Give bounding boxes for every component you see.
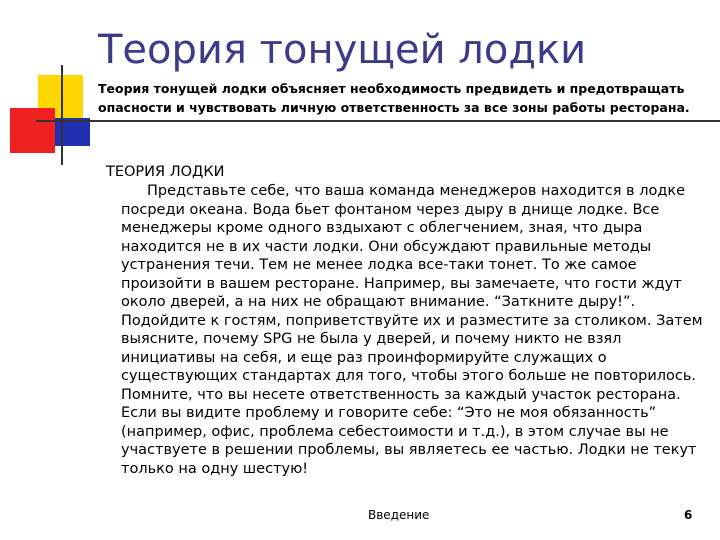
slide-title: Теория тонущей лодки bbox=[98, 27, 587, 73]
page-number: 6 bbox=[684, 508, 693, 522]
slide-subtitle: Теория тонущей лодки объясняет необходимость предвидеть и предотвращать опасности и чувствовать личную ответственность за все зоны работы ресторана. bbox=[98, 81, 690, 115]
decor-red-square bbox=[10, 108, 55, 153]
footer-label: Введение bbox=[368, 508, 430, 522]
decor-horizontal-line bbox=[36, 120, 720, 122]
section-title: ТЕОРИЯ ЛОДКИ bbox=[106, 164, 225, 180]
decor-vertical-line bbox=[61, 65, 63, 165]
body-text: Представьте себе, что ваша команда менеджеров находится в лодке посреди океана. Вода бьет фонтаном через дыру в днище лодке. Все менеджеры кроме одного вздыхают с облегчением, зная, что дыра находится не в их части лодки. Они обсуждают правильные методы устранения течи. Тем не менее лодка все-таки тонет. То же самое произойти в вашем ресторане. Например, вы замечаете, что гости ждут около дверей, а на них не обращают внимание. “Заткните дыру!”. Подойдите к гостям, поприветствуйте их и разместите за столиком. Затем выясните, почему SPG не была у дверей, и почему никто не взял инициативы на себя, и еще раз проинформируйте служащих о существующих стандартах для того, чтобы этого больше не повторилось. Помните, что вы несете ответственность за каждый участок ресторана. Если вы видите проблему и говорите себе: “Это не моя обязанность” (например, офис, проблема себестоимости и т.д.), в этом случае вы не участвуете в решении проблемы, вы являетесь ее частью. Лодки не текут только на одну шестую! bbox=[121, 183, 703, 477]
